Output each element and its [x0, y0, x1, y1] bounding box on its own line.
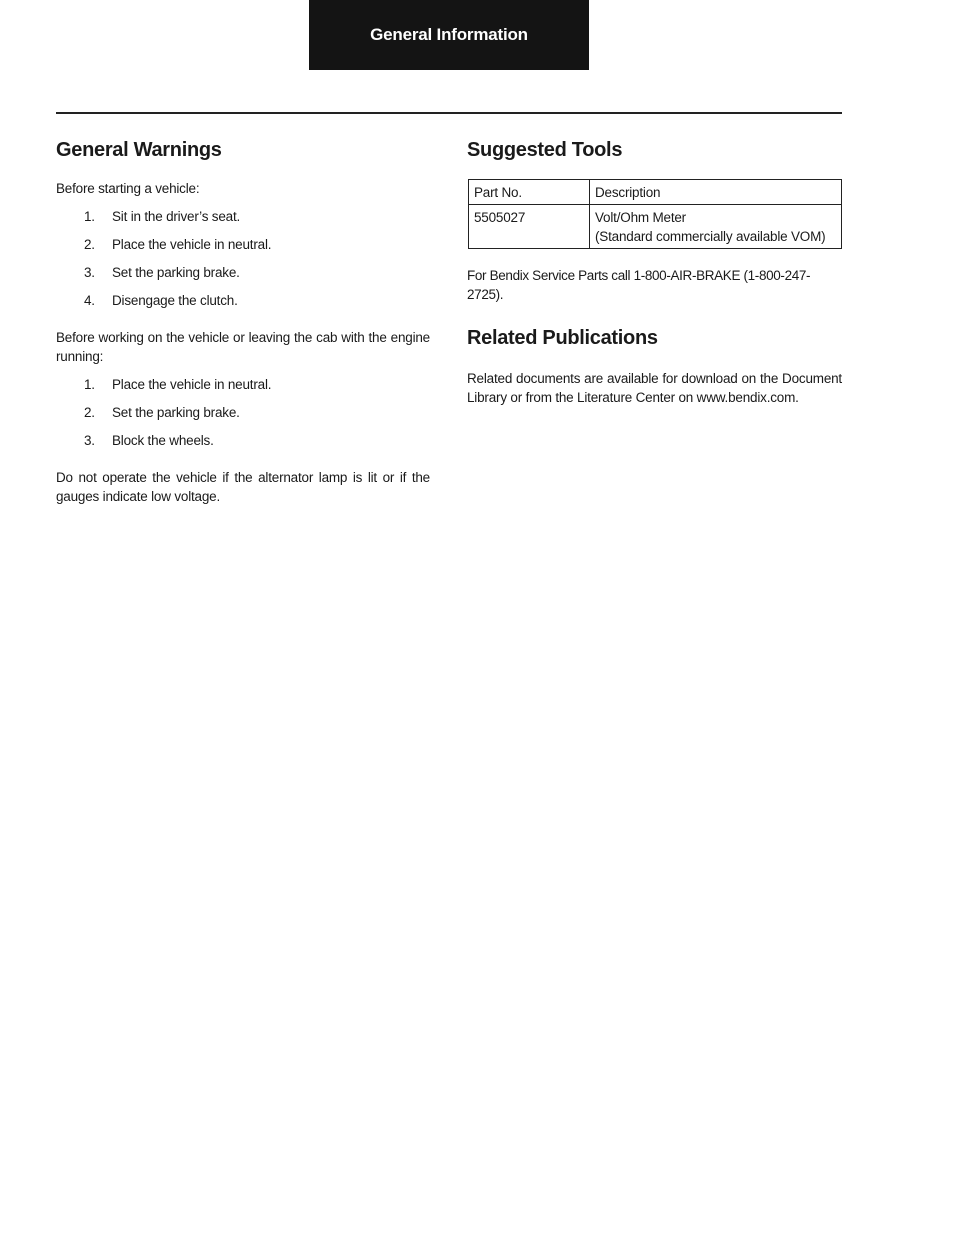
starting-steps-list: [56, 207, 430, 310]
list-item: 2. Set the parking brake.: [84, 405, 240, 420]
related-publications-heading: Related Publications: [467, 327, 658, 349]
working-intro: Before working on the vehicle or leaving the cab with the engine running:: [56, 330, 430, 364]
list-item: 3. Set the parking brake.: [84, 265, 240, 280]
description-line: Volt/Ohm Meter: [595, 210, 686, 225]
list-item: 3. Block the wheels.: [84, 433, 214, 448]
table-row: [469, 205, 842, 249]
left-column: [56, 136, 430, 506]
list-item: 1. Sit in the driver’s seat.: [84, 209, 241, 224]
suggested-tools-heading: Suggested Tools: [467, 139, 623, 161]
column-header-description: Description: [590, 180, 842, 205]
list-item: 1. Place the vehicle in neutral.: [84, 377, 272, 392]
section-header-tab: [309, 0, 589, 70]
suggested-tools-table: [468, 179, 842, 249]
starting-intro: Before starting a vehicle:: [56, 181, 200, 196]
related-publications-text: Related documents are available for download on the Document Library or from the Literature Center on www.bendix.com.: [467, 371, 842, 405]
description-line: (Standard commercially available VOM): [595, 229, 826, 244]
list-item: 4. Disengage the clutch.: [84, 293, 238, 308]
general-warnings-heading: General Warnings: [56, 139, 222, 161]
description-cell: [590, 205, 842, 249]
section-header-title: General Information: [370, 25, 528, 44]
working-steps-list: [56, 375, 430, 450]
right-column: [467, 136, 842, 407]
table-header-row: [469, 180, 842, 205]
list-item: 2. Place the vehicle in neutral.: [84, 237, 272, 252]
column-header-part-no: Part No.: [469, 180, 590, 205]
part-number-cell: 5505027: [469, 205, 590, 249]
alternator-warning: Do not operate the vehicle if the alternator lamp is lit or if the gauges indicate low voltage.: [56, 470, 430, 504]
header-divider: [56, 112, 842, 114]
service-parts-note: For Bendix Service Parts call 1-800-AIR-BRAKE (1-800-247-2725).: [467, 268, 811, 302]
